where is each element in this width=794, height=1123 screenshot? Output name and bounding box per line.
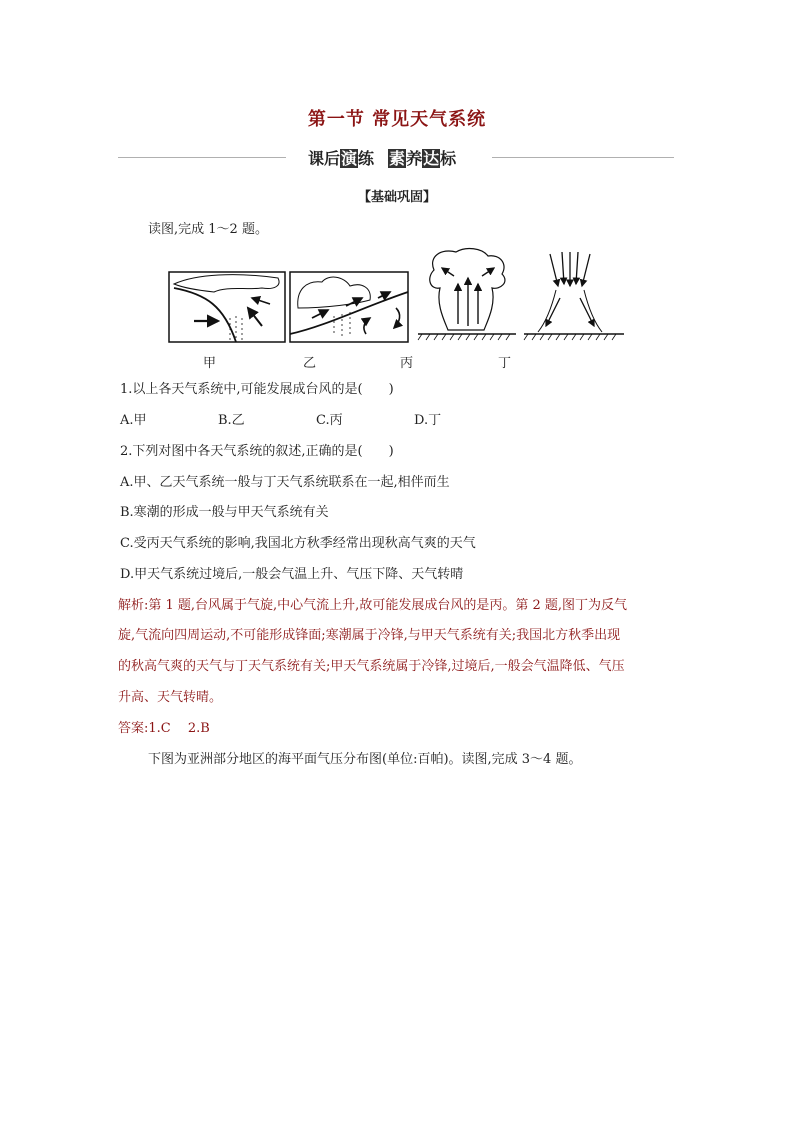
banner-text [308, 146, 456, 169]
question-1-option-b: B.乙 [218, 413, 245, 428]
figure-label-bing: 丙 [400, 356, 414, 371]
analysis-line-3: 的秋高气爽的天气与丁天气系统有关;甲天气系统属于冷锋,过境后,一般会气温降低、气压 [118, 659, 625, 674]
panel-jia [169, 272, 285, 342]
banner-highlight-3: 达 [423, 149, 440, 168]
question-1-option-d: D.丁 [414, 413, 442, 428]
question-1-option-a: A.甲 [120, 413, 147, 428]
question-2-option-c: C.受丙天气系统的影响,我国北方秋季经常出现秋高气爽的天气 [120, 536, 476, 551]
banner-word-1: 课后 [308, 149, 341, 168]
figure-label-jia: 甲 [203, 356, 217, 371]
question-2-option-b: B.寒潮的形成一般与甲天气系统有关 [120, 505, 329, 520]
figure-label-yi: 乙 [303, 356, 317, 371]
banner-word-4: 标 [440, 149, 457, 168]
panel-bing [418, 249, 516, 340]
banner-highlight-1: 演 [341, 149, 358, 168]
weather-systems-figure [166, 246, 626, 346]
question-2-option-a: A.甲、乙天气系统一般与丁天气系统联系在一起,相伴而生 [120, 475, 450, 490]
section-banner [118, 146, 674, 170]
panel-yi [290, 272, 408, 342]
analysis-line-2: 旋,气流向四周运动,不可能形成锋面;寒潮属于冷锋,与甲天气系统有关;我国北方秋季出现 [118, 628, 621, 643]
banner-rule-right [492, 157, 674, 158]
banner-rule-left [118, 157, 286, 158]
figure-label-ding: 丁 [498, 356, 512, 371]
analysis-line-4: 升高、天气转晴。 [118, 690, 223, 705]
banner-word-2: 练 [358, 149, 375, 168]
question-2-option-d: D.甲天气系统过境后,一般会气温上升、气压下降、天气转晴 [120, 567, 464, 582]
panel-ding [524, 252, 624, 340]
answer-text: 答案:1.C 2.B [118, 721, 210, 736]
analysis-line-1: 解析:第 1 题,台风属于气旋,中心气流上升,故可能发展成台风的是丙。第 2 题,图丁为反气 [118, 598, 627, 613]
question-1-option-c: C.丙 [316, 413, 343, 428]
question-1-stem: 1.以上各天气系统中,可能发展成台风的是( ) [120, 382, 394, 397]
intro-text-2: 下图为亚洲部分地区的海平面气压分布图(单位:百帕)。读图,完成 3～4 题。 [148, 752, 582, 767]
banner-word-3: 养 [406, 149, 423, 168]
intro-text-1: 读图,完成 1～2 题。 [148, 222, 268, 237]
question-2-stem: 2.下列对图中各天气系统的叙述,正确的是( ) [120, 444, 394, 459]
banner-highlight-2: 素 [389, 149, 406, 168]
page-title: 第一节 常见天气系统 [307, 109, 487, 130]
section-heading: 【基础巩固】 [357, 190, 436, 205]
